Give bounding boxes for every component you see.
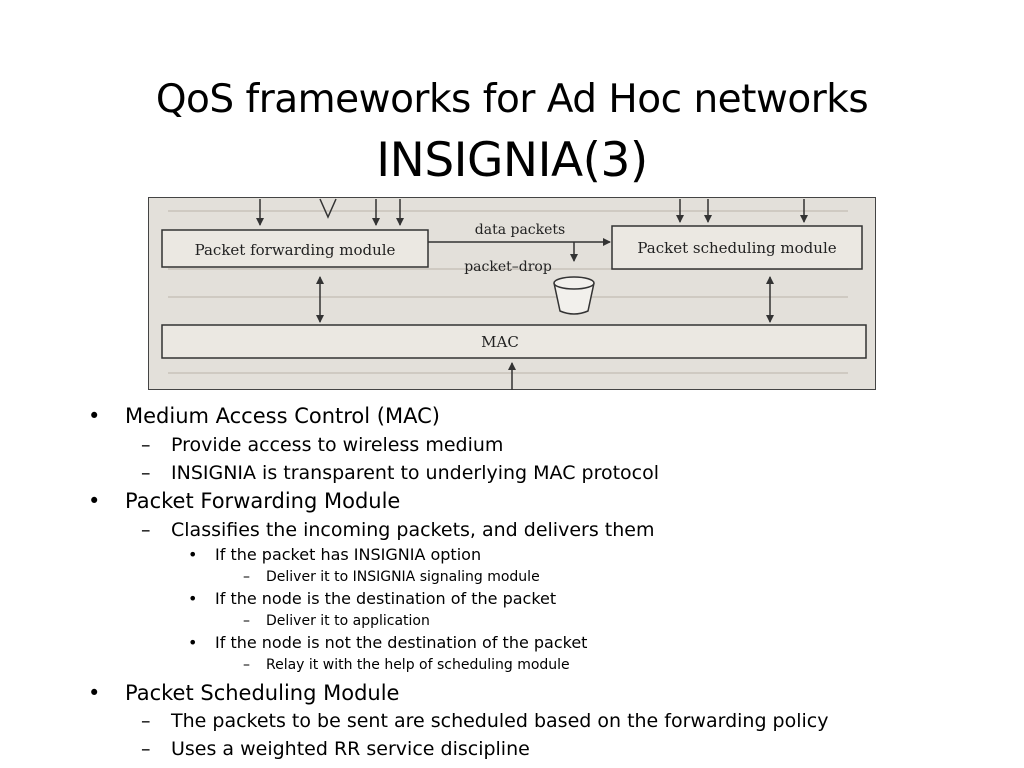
list-item-text: Deliver it to application xyxy=(266,613,430,629)
list-item-text: Packet Scheduling Module xyxy=(125,681,400,705)
bullet-marker: • xyxy=(88,489,101,513)
bullet-marker: • xyxy=(188,545,198,564)
bullet-marker: • xyxy=(188,633,198,652)
dash-marker: – xyxy=(243,613,250,629)
dash-marker: – xyxy=(141,462,151,484)
dash-marker: – xyxy=(243,657,250,673)
data-packets-label: data packets xyxy=(474,222,566,238)
bullet-marker: • xyxy=(88,681,101,705)
bullet-marker: • xyxy=(88,404,101,428)
list-item-text: Packet Forwarding Module xyxy=(125,489,401,513)
list-item-text: If the node is the destination of the packet xyxy=(215,589,557,608)
list-item-text: Relay it with the help of scheduling module xyxy=(266,657,570,673)
packet-scheduling-label: Packet scheduling module xyxy=(637,239,837,257)
dash-marker: – xyxy=(141,710,151,732)
dash-marker: – xyxy=(141,738,151,760)
packet-drop-label: packet–drop xyxy=(464,259,552,275)
list-item-text: If the node is not the destination of the packet xyxy=(215,633,588,652)
dash-marker: – xyxy=(243,569,250,585)
insignia-architecture-figure xyxy=(148,197,876,390)
list-item-text: Medium Access Control (MAC) xyxy=(125,404,440,428)
dash-marker: – xyxy=(141,434,151,456)
bullet-marker: • xyxy=(188,589,198,608)
list-item-text: Uses a weighted RR service discipline xyxy=(171,738,530,760)
mac-label: MAC xyxy=(481,333,519,351)
slide-subtitle: INSIGNIA(3) xyxy=(376,133,648,188)
list-item-text: INSIGNIA is transparent to underlying MAC protocol xyxy=(171,462,660,484)
list-item-text: Deliver it to INSIGNIA signaling module xyxy=(266,569,540,585)
list-item-text: The packets to be sent are scheduled based on the forwarding policy xyxy=(171,710,829,732)
packet-forwarding-label: Packet forwarding module xyxy=(194,241,396,259)
list-item-text: Classifies the incoming packets, and delivers them xyxy=(171,519,655,541)
drop-bucket-icon xyxy=(554,277,594,314)
dash-marker: – xyxy=(141,519,151,541)
list-item-text: If the packet has INSIGNIA option xyxy=(215,545,482,564)
list-item-text: Provide access to wireless medium xyxy=(171,434,504,456)
slide-title: QoS frameworks for Ad Hoc networks xyxy=(155,77,869,122)
